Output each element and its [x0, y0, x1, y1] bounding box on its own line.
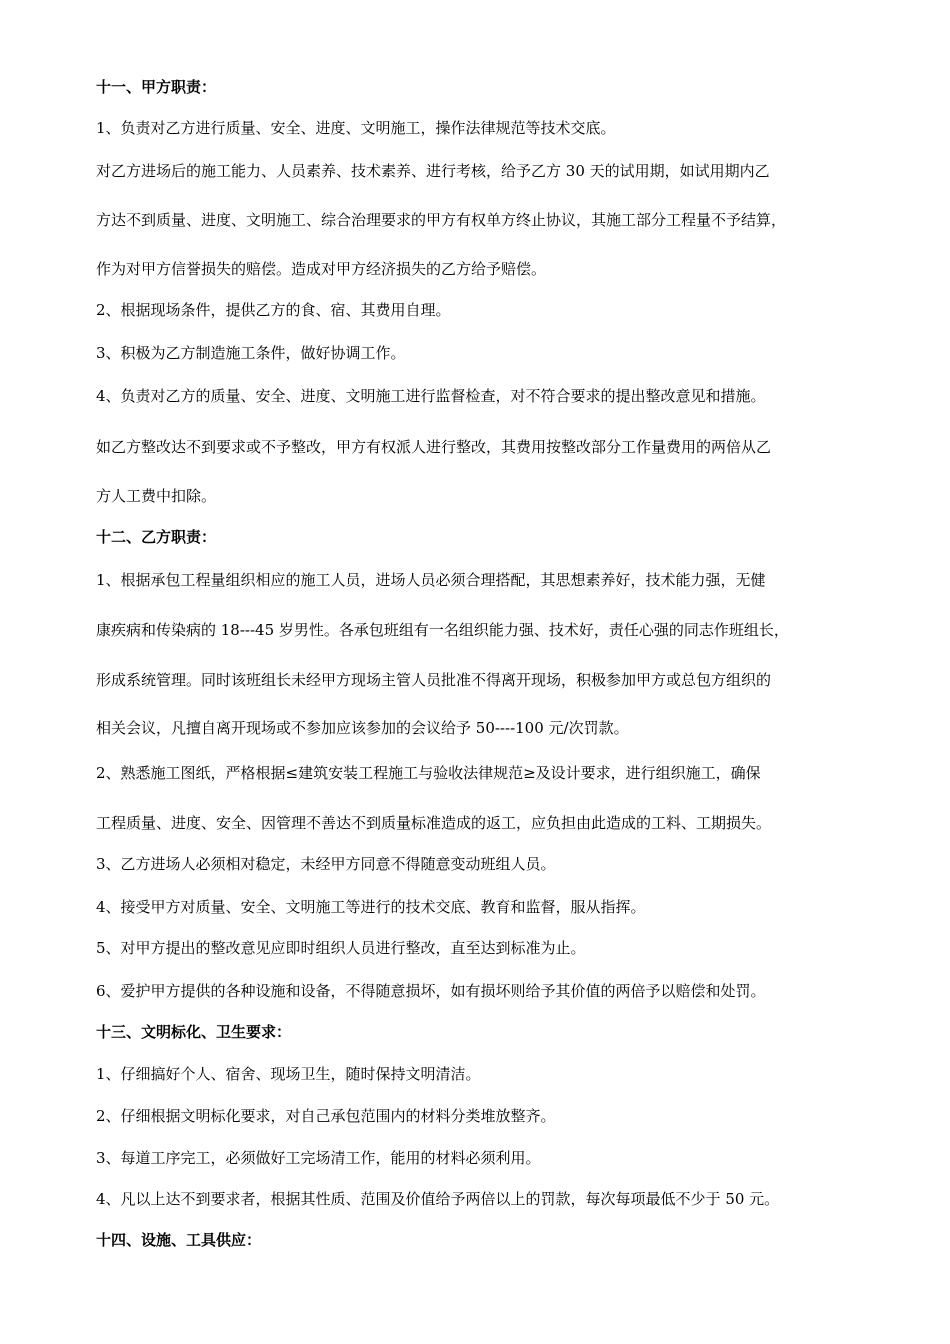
section-heading-14: 十四、设施、工具供应： [96, 1231, 262, 1249]
paragraph-line: 2、根据现场条件，提供乙方的食、宿、其费用自理。 [96, 301, 451, 319]
paragraph-line: 1、仔细搞好个人、宿舍、现场卫生，随时保持文明清洁。 [96, 1065, 481, 1083]
paragraph-line: 作为对甲方信誉损失的赔偿。造成对甲方经济损失的乙方给予赔偿。 [96, 260, 547, 278]
paragraph-line: 工程质量、进度、安全、因管理不善达不到质量标准造成的返工，应负担由此造成的工料、工期损失。 [96, 814, 772, 832]
paragraph-line: 3、每道工序完工，必须做好工完场清工作，能用的材料必须利用。 [96, 1149, 541, 1167]
paragraph-line: 6、爱护甲方提供的各种设施和设备，不得随意损坏，如有损坏则给予其价值的两倍予以赔偿和处罚。 [96, 982, 766, 1000]
paragraph-line: 方达不到质量、进度、文明施工、综合治理要求的甲方有权单方终止协议，其施工部分工程量不予结算， [96, 211, 787, 229]
paragraph-line: 1、负责对乙方进行质量、安全、进度、文明施工，操作法律规范等技术交底。 [96, 119, 616, 137]
paragraph-line: 5、对甲方提出的整改意见应即时组织人员进行整改，直至达到标准为止。 [96, 939, 586, 957]
section-heading-11: 十一、甲方职责： [96, 78, 217, 96]
paragraph-line: 2、仔细根据文明标化要求，对自己承包范围内的材料分类堆放整齐。 [96, 1107, 556, 1125]
section-heading-13: 十三、文明标化、卫生要求： [96, 1023, 292, 1041]
paragraph-line: 如乙方整改达不到要求或不予整改，甲方有权派人进行整改，其费用按整改部分工作量费用的两倍从乙 [96, 438, 772, 456]
section-heading-12: 十二、乙方职责： [96, 528, 217, 546]
paragraph-line: 4、负责对乙方的质量、安全、进度、文明施工进行监督检查，对不符合要求的提出整改意见和措施。 [96, 387, 766, 405]
paragraph-line: 2、熟悉施工图纸，严格根据≤建筑安装工程施工与验收法律规范≥及设计要求，进行组织施工，确保 [96, 764, 761, 782]
paragraph-line: 形成系统管理。同时该班组长未经甲方现场主管人员批准不得离开现场，积极参加甲方或总包方组织的 [96, 671, 772, 689]
paragraph-line: 康疾病和传染病的 18---45 岁男性。各承包班组有一名组织能力强、技术好，责任心强的同志作班组长， [96, 621, 789, 639]
paragraph-line: 3、乙方进场人必须相对稳定，未经甲方同意不得随意变动班组人员。 [96, 855, 556, 873]
paragraph-line: 4、凡以上达不到要求者，根据其性质、范围及价值给予两倍以上的罚款，每次每项最低不少于 50 元。 [96, 1190, 780, 1208]
paragraph-line: 方人工费中扣除。 [96, 487, 217, 505]
paragraph-line: 4、接受甲方对质量、安全、文明施工等进行的技术交底、教育和监督，服从指挥。 [96, 898, 646, 916]
paragraph-line: 相关会议，凡擅自离开现场或不参加应该参加的会议给予 50----100 元/次罚款。 [96, 719, 629, 737]
paragraph-line: 1、根据承包工程量组织相应的施工人员，进场人员必须合理搭配，其思想素养好，技术能力强，无健 [96, 571, 766, 589]
paragraph-line: 3、积极为乙方制造施工条件，做好协调工作。 [96, 344, 406, 362]
paragraph-line: 对乙方进场后的施工能力、人员素养、技术素养、进行考核，给予乙方 30 天的试用期，如试用期内乙 [96, 162, 770, 180]
